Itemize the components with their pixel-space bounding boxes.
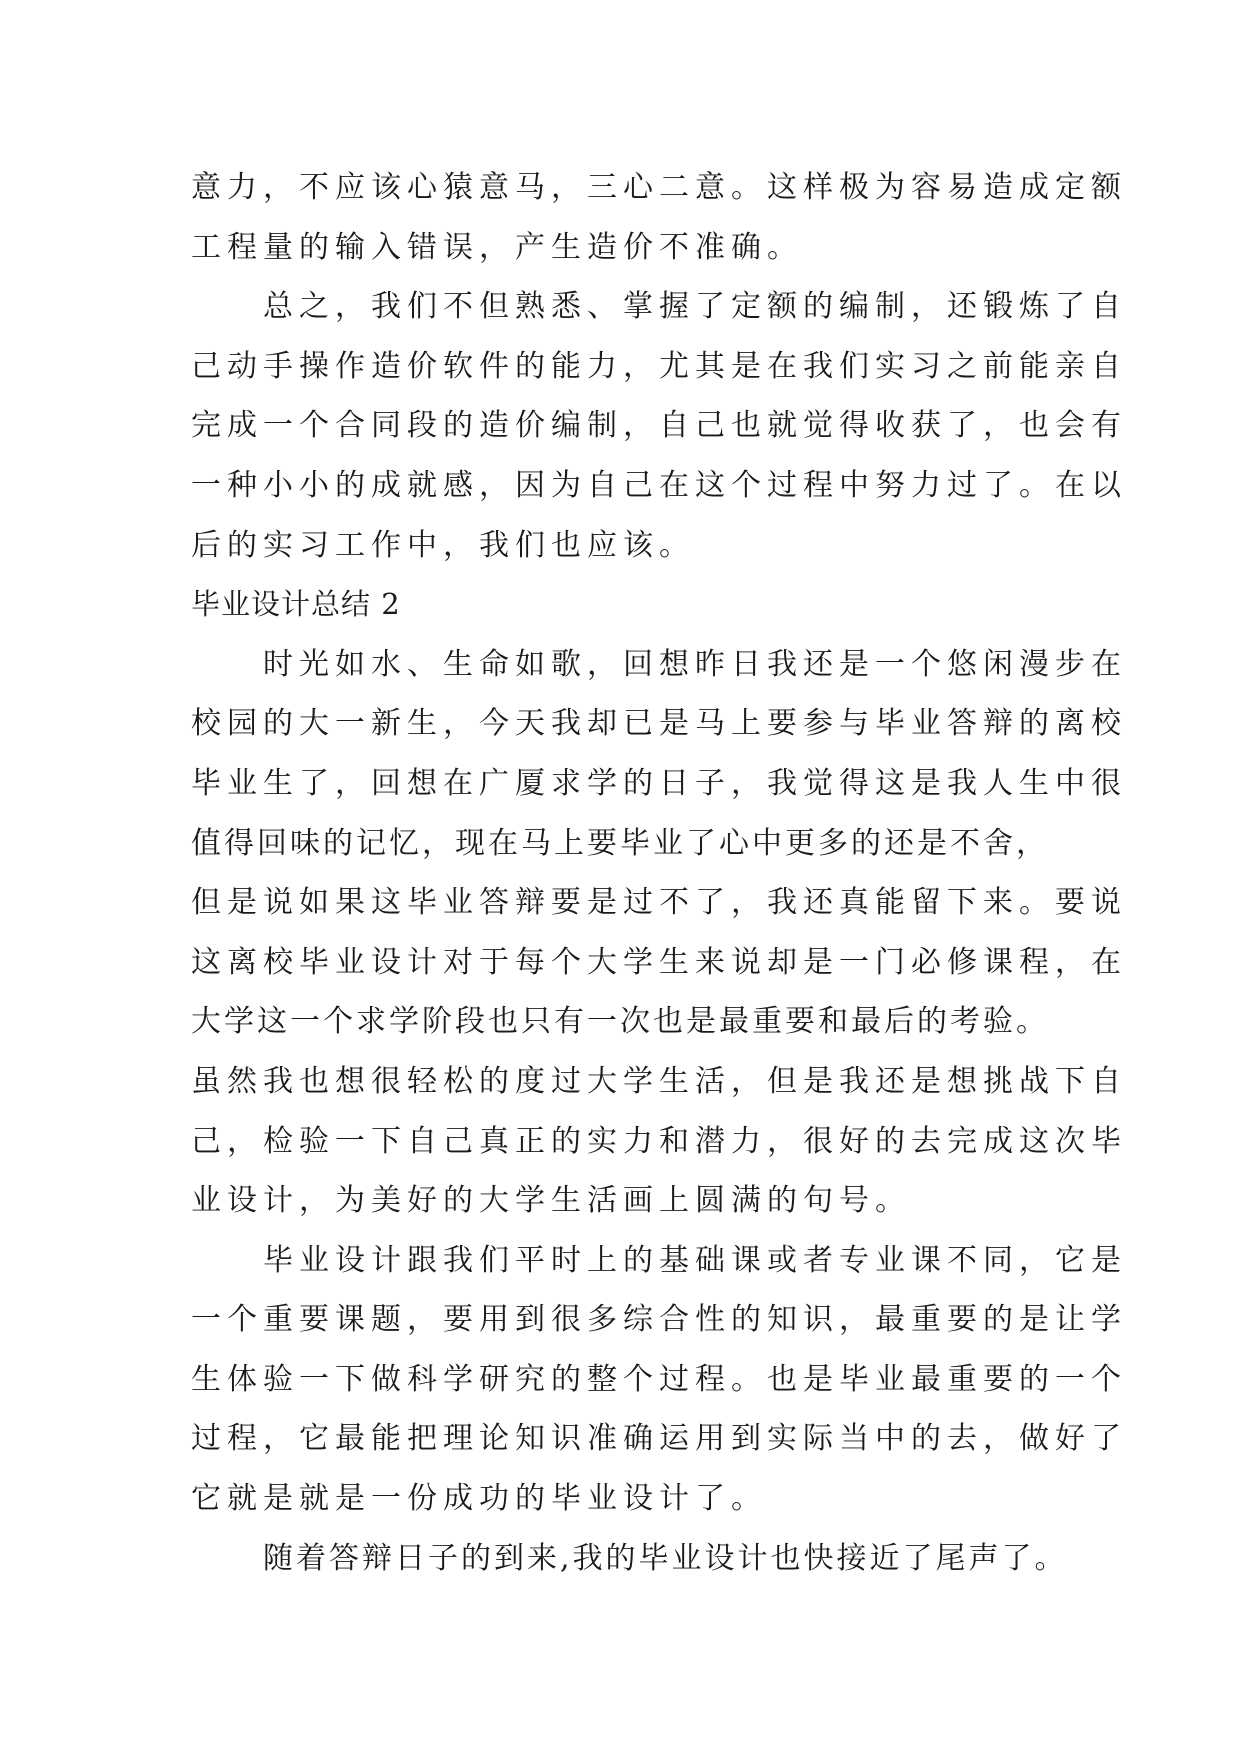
paragraph-first-line: 时光如水、生命如歌，回想昨日我还是一个悠闲漫步在 xyxy=(263,646,1127,682)
paragraph-first-line: 毕业设计跟我们平时上的基础课或者专业课不同，它是 xyxy=(263,1242,1127,1278)
text-line: 后的实习工作中，我们也应该。 xyxy=(191,527,695,563)
text-line: 工程量的输入错误，产生造价不准确。 xyxy=(191,229,803,265)
text-line: 校园的大一新生，今天我却已是马上要参与毕业答辩的离校 xyxy=(191,706,1127,742)
text-line: 过程，它最能把理论知识准确运用到实际当中的去，做好了 xyxy=(191,1421,1127,1457)
text-line: 一种小小的成就感，因为自己在这个过程中努力过了。在以 xyxy=(191,467,1127,503)
text-line: 业设计，为美好的大学生活画上圆满的句号。 xyxy=(191,1183,911,1219)
paragraph-first-line: 随着答辩日子的到来,我的毕业设计也快接近了尾声了。 xyxy=(263,1540,1068,1576)
text-line: 值得回味的记忆，现在马上要毕业了心中更多的还是不舍， xyxy=(191,825,1049,861)
paragraph-first-line: 总之，我们不但熟悉、掌握了定额的编制，还锻炼了自 xyxy=(263,289,1127,325)
text-line: 己，检验一下自己真正的实力和潜力，很好的去完成这次毕 xyxy=(191,1123,1127,1159)
text-line: 意力，不应该心猿意马，三心二意。这样极为容易造成定额 xyxy=(191,170,1127,205)
document-body xyxy=(191,158,1127,1588)
text-line: 它就是就是一份成功的毕业设计了。 xyxy=(191,1481,767,1517)
text-line: 毕业生了，回想在广厦求学的日子，我觉得这是我人生中很 xyxy=(191,765,1127,801)
text-line: 己动手操作造价软件的能力，尤其是在我们实习之前能亲自 xyxy=(191,348,1127,384)
text-line: 虽然我也想很轻松的度过大学生活，但是我还是想挑战下自 xyxy=(191,1063,1127,1099)
text-line: 生体验一下做科学研究的整个过程。也是毕业最重要的一个 xyxy=(191,1361,1127,1397)
section-heading: 毕业设计总结 2 xyxy=(191,587,401,622)
text-line: 大学这一个求学阶段也只有一次也是最重要和最后的考验。 xyxy=(191,1004,1049,1040)
text-line: 一个重要课题，要用到很多综合性的知识，最重要的是让学 xyxy=(191,1302,1127,1338)
text-line: 但是说如果这毕业答辩要是过不了，我还真能留下来。要说 xyxy=(191,885,1127,921)
text-line: 这离校毕业设计对于每个大学生来说却是一门必修课程，在 xyxy=(191,944,1127,980)
text-line: 完成一个合同段的造价编制，自己也就觉得收获了，也会有 xyxy=(191,408,1127,444)
